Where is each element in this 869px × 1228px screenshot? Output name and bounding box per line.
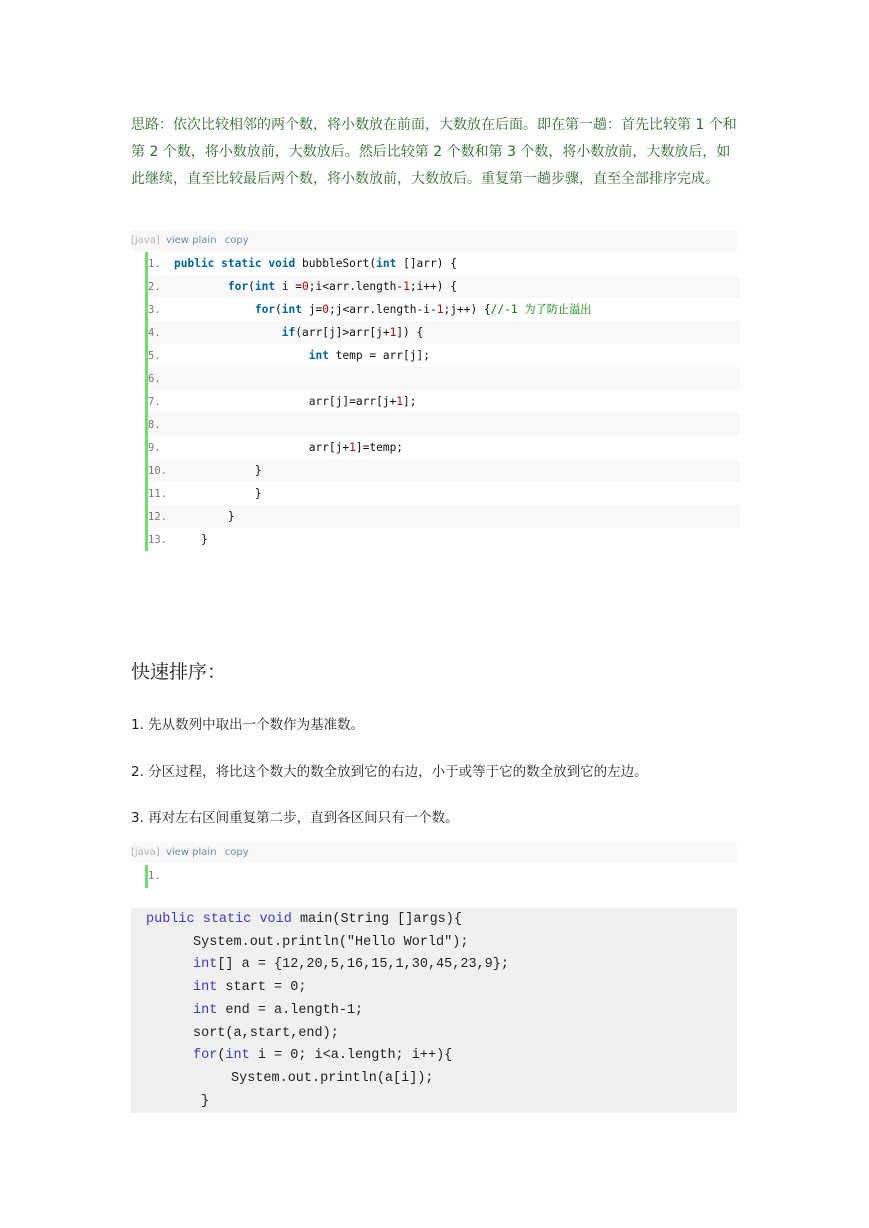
code-line: 12. } — [148, 505, 740, 528]
code-line: 1. public static void bubbleSort(int []arr) { — [148, 257, 457, 270]
code-line: 8. — [148, 413, 740, 436]
view-plain-link[interactable]: view plain — [165, 235, 217, 246]
bubble-sort-explanation: 思路：依次比较相邻的两个数，将小数放在前面，大数放在后面。即在第一趟：首先比较第 1 个和第 2 个数，将小数放前，大数放后。然后比较第 2 个数和第 3 个数，将小数放前，大数放后，如此继续，直至比较最后两个数，将小数放前，大数放后。重复第一趟步骤，直至全部排序完成。 — [131, 117, 737, 187]
code-line: for(int i = 0; i<a.length; i++){ — [193, 1048, 453, 1063]
quicksort-code-block — [145, 865, 740, 888]
quicksort-heading: 快速排序： — [131, 661, 227, 683]
code-line: 9. arr[j+1]=temp; — [148, 441, 404, 454]
code-comment: //-1 为了防止溢出 — [490, 303, 592, 316]
code-line: 6. — [148, 367, 740, 390]
copy-link[interactable]: copy — [224, 235, 249, 246]
code-language-label: [java] — [131, 847, 160, 858]
code-line: int end = a.length-1; — [193, 1003, 364, 1018]
code-line: public static void main(String []args){ — [146, 912, 462, 927]
code-line: int[] a = {12,20,5,16,15,1,30,45,23,9}; — [193, 957, 509, 972]
code-line: System.out.println(a[i]); — [231, 1071, 434, 1086]
view-plain-link[interactable]: view plain — [165, 847, 217, 858]
code-line: int start = 0; — [193, 980, 307, 995]
code-toolbar — [131, 842, 737, 863]
code-line: } — [201, 1094, 210, 1109]
code-line: 11. } — [148, 487, 262, 500]
copy-link[interactable]: copy — [224, 847, 249, 858]
line-number: 1. — [148, 870, 161, 882]
code-line: 10. } — [148, 459, 740, 482]
quicksort-step: 1. 先从数列中取出一个数作为基准数。 — [131, 717, 365, 733]
bubble-sort-code-block — [145, 252, 740, 551]
code-line: System.out.println("Hello World"); — [193, 935, 469, 950]
code-line: 4. if(arr[j]>arr[j+1]) { — [148, 321, 740, 344]
code-line: 7. arr[j]=arr[j+1]; — [148, 395, 417, 408]
code-line: sort(a,start,end); — [193, 1026, 339, 1041]
quicksort-step: 3. 再对左右区间重复第二步，直到各区间只有一个数。 — [131, 810, 459, 826]
code-toolbar — [131, 230, 737, 251]
main-method-code-block — [131, 908, 737, 1113]
quicksort-step: 2. 分区过程，将比这个数大的数全放到它的右边，小于或等于它的数全放到它的左边。 — [131, 764, 648, 780]
code-line: 5. int temp = arr[j]; — [148, 349, 430, 362]
code-line: 13. } — [148, 533, 208, 546]
code-line: 3. for(int j=0;j<arr.length-i-1;j++) {//-1 为了防止溢出 — [148, 303, 592, 316]
code-line: 2. for(int i =0;i<arr.length-1;i++) { — [148, 275, 740, 298]
code-language-label: [java] — [131, 235, 160, 246]
